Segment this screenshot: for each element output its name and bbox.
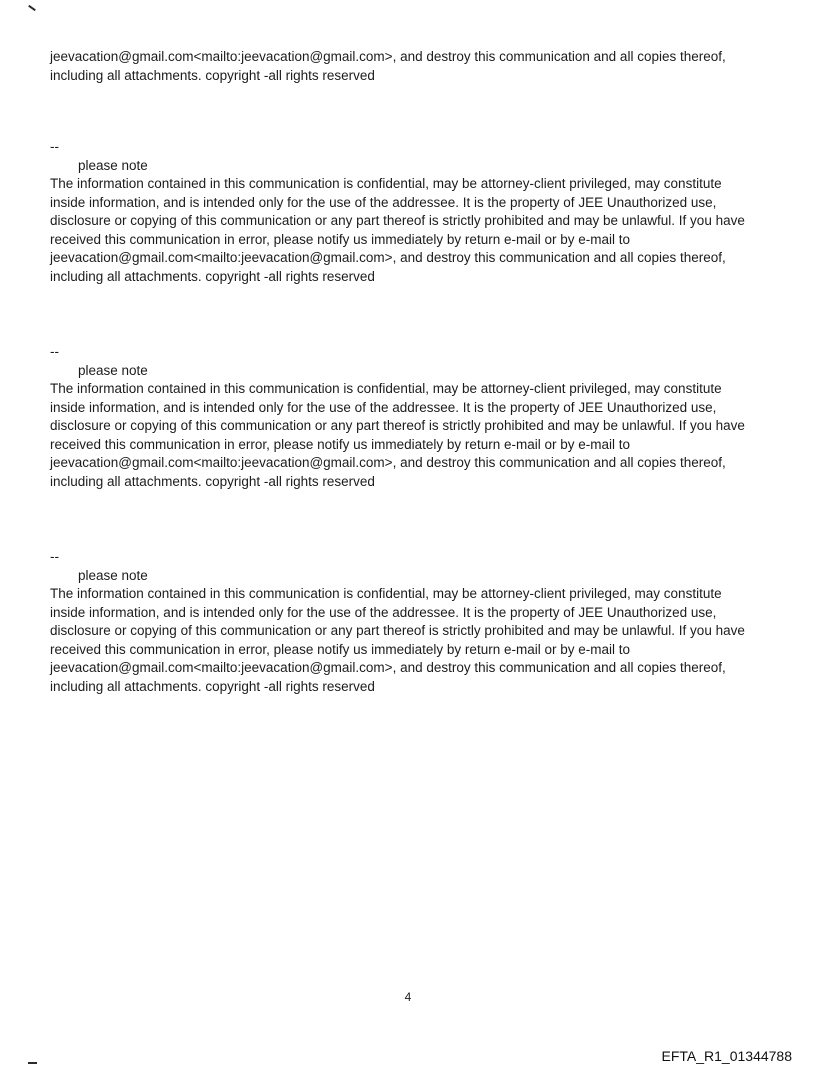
disclaimer-block-1 xyxy=(50,138,752,286)
document-body xyxy=(50,48,752,753)
disclaimer-fragment: jeevacation@gmail.com<mailto:jeevacation@gmail.com>, and destroy this communication and all copies thereof, including all attachments. copyright -all rights reserved xyxy=(50,49,726,83)
please-note-label: please note xyxy=(78,567,148,583)
disclaimer-paragraph: The information contained in this communication is confidential, may be attorney-client privileged, may constitute inside information, and is intended only for the use of the addressee. It is the property of JEE Unauthorized use, disclosure or copying of this communication or any part thereof is strictly prohibited and may be unlawful. If you have received this communication in error, please notify us immediately by return e-mail or by e-mail to jeevacation@gmail.com<mailto:jeevacation@gmail.com>, and destroy this communication and all copies thereof, including all attachments. copyright -all rights reserved xyxy=(50,381,745,489)
please-note-label: please note xyxy=(78,362,148,378)
disclaimer-paragraph: The information contained in this communication is confidential, may be attorney-client privileged, may constitute inside information, and is intended only for the use of the addressee. It is the property of JEE Unauthorized use, disclosure or copying of this communication or any part thereof is strictly prohibited and may be unlawful. If you have received this communication in error, please notify us immediately by return e-mail or by e-mail to jeevacation@gmail.com<mailto:jeevacation@gmail.com>, and destroy this communication and all copies thereof, including all attachments. copyright -all rights reserved xyxy=(50,176,745,284)
disclaimer-block-2 xyxy=(50,343,752,491)
signature-separator: -- xyxy=(50,344,59,359)
page-number: 4 xyxy=(404,990,412,1004)
signature-separator: -- xyxy=(50,549,59,564)
signature-separator: -- xyxy=(50,139,59,154)
bates-number: EFTA_R1_01344788 xyxy=(661,1048,792,1064)
disclaimer-block-3 xyxy=(50,548,752,696)
please-note-label: please note xyxy=(78,157,148,173)
scan-artifact-top-left xyxy=(28,5,36,11)
scan-artifact-bottom-left xyxy=(28,1062,37,1064)
disclaimer-paragraph: The information contained in this communication is confidential, may be attorney-client privileged, may constitute inside information, and is intended only for the use of the addressee. It is the property of JEE Unauthorized use, disclosure or copying of this communication or any part thereof is strictly prohibited and may be unlawful. If you have received this communication in error, please notify us immediately by return e-mail or by e-mail to jeevacation@gmail.com<mailto:jeevacation@gmail.com>, and destroy this communication and all copies thereof, including all attachments. copyright -all rights reserved xyxy=(50,586,745,694)
